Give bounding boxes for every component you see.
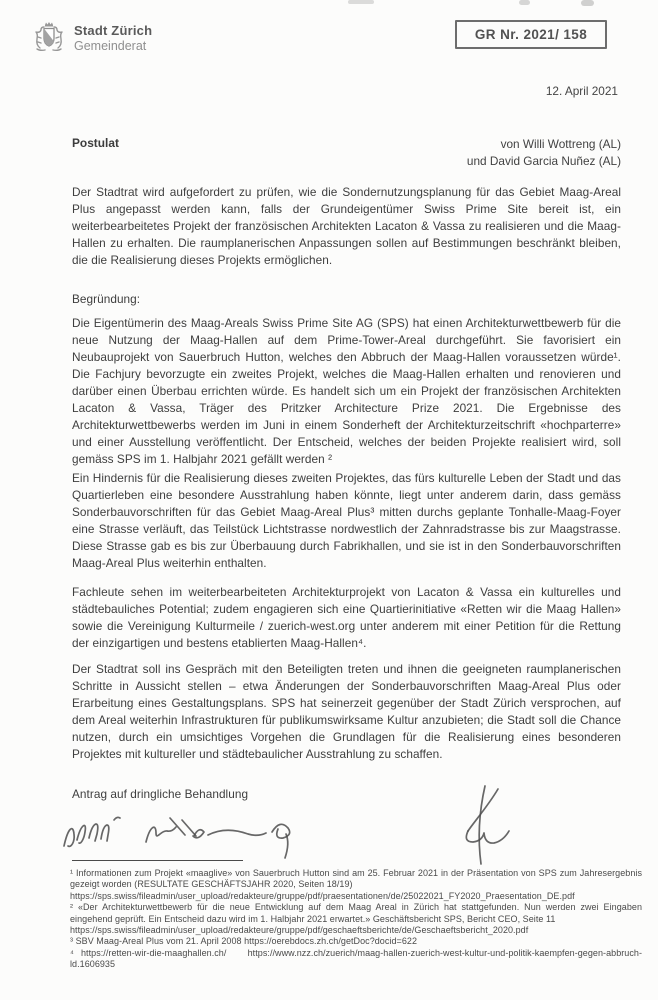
authors-block xyxy=(467,136,621,170)
org-name: Stadt Zürich xyxy=(74,23,153,38)
signature-willi-wottreng xyxy=(58,808,320,862)
request-paragraph: Der Stadtrat wird aufgefordert zu prüfen, wie die Sondernutzungsplanung für das Gebiet Maag-Areal Plus angepasst werden kann, falls der Grundeigentümer Swiss Prime Site bereit ist, ein weiterbearbeitetes Projekt der französischen Architekten Lacaton & Vassa zu realisieren und die Maag-Hallen zu erhalten. Die raumplanerischen Anpassungen sollen auf Bestimmungen beschränkt bleiben, die die Realisierung dieses Projekts ermöglichen. xyxy=(72,185,621,267)
reference-number-box: GR Nr. 2021/ 158 xyxy=(455,20,607,49)
document-date: 12. April 2021 xyxy=(545,84,618,98)
footnote-url: https://sps.swiss/fileadmin/user_upload/redakteure/gruppe/pdf/geschaeftsberichte/de/Geschaeftsbericht_2020.pdf xyxy=(70,925,529,936)
title-row xyxy=(72,136,621,170)
footnote-4 xyxy=(70,948,642,971)
author-line-1: von Willi Wottreng (AL) xyxy=(500,137,621,151)
crown-shape xyxy=(45,22,53,27)
signature-david-garcia-nunez xyxy=(452,780,526,872)
scan-artifact xyxy=(519,0,530,5)
document-type-label: Postulat xyxy=(72,136,119,150)
scan-artifact xyxy=(348,0,374,4)
footnote-1 xyxy=(70,868,642,902)
footnote-2 xyxy=(70,902,642,936)
footnote-text: ¹ Informationen zum Projekt «maaglive» von Sauerbruch Hutton sind am 25. Februar 2021 in der Präsentation von SPS zum Jahresergebnis gezeigt worden (RESULTATE GESCHÄFTSJAHR 2020, Seiten 18/19) xyxy=(70,868,642,890)
stadt-zuerich-logo xyxy=(32,20,152,56)
footnote-text: ⁴ https://retten-wir-die-maaghallen.ch/ https://www.nzz.ch/zuerich/maag-hallen-zuerich-west-kultur-und-politik-kaempfen-gegen-abbruch-ld.1606935 xyxy=(70,947,642,970)
footnote-3 xyxy=(70,936,642,947)
section-heading: Begründung: xyxy=(72,292,141,306)
footnotes-section xyxy=(70,868,642,971)
footnote-text: ³ SBV Maag-Areal Plus vom 21. April 2008 https://oerebdocs.zh.ch/getDoc?docid=622 xyxy=(70,936,417,947)
org-unit: Gemeinderat xyxy=(74,39,147,54)
footnote-url: https://sps.swiss/fileadmin/user_upload/redakteure/gruppe/pdf/praesentationen/de/25022021_FY2020_Praesentation_DE.pdf xyxy=(70,890,575,901)
author-line-2: und David Garcia Nuñez (AL) xyxy=(466,154,621,168)
body-paragraph: Die Eigentümerin des Maag-Areals Swiss Prime Site AG (SPS) hat einen Architekturwettbewerb für die neue Nutzung der Maag-Hallen auf dem Prime-Tower-Areal durchgeführt. Sie favorisiert ein Neubauprojekt von Sauerbruch Hutton, welches den Abbruch der Maag-Hallen voraussetzen würde¹. Die Fachjury bevorzugte ein zweites Projekt, welches die Maag-Hallen erhalten und renovieren und darüber einen Überbau errichten würde. Es handelt sich um ein Projekt der französischen Architekten Lacaton & Vassa, Träger des Pritzker Architecture Prize 2021. Die Ergebnisse des Architekturwettbewerbs werden im Juni in einem Sonderheft der Architekturzeitschrift «hochparterre» und einer Ausstellung veröffentlicht. Der Entscheid, welches der beiden Projekte realisiert wird, soll gemäss SPS im 1. Halbjahr 2021 gefällt werden ² xyxy=(72,316,621,466)
footnote-separator xyxy=(72,860,243,861)
body-paragraph: Ein Hindernis für die Realisierung dieses zweiten Projektes, das fürs kulturelle Leben der Stadt und das Quartierleben eine besondere Ausstrahlung haben könnte, liegt unter anderem darin, dass gemäss Sonderbauvorschriften für das Gebiet Maag-Areal Plus³ mitten durchs geplante Tonhalle-Maag-Foyer eine Strasse verläuft, das Teilstück Lichtstrasse nordwestlich der Zahnradstrasse bis zur Maagstrasse. Diese Strasse gab es bis zur Überbauung durch Fabrikhallen, und sie ist in den Sonderbauvorschriften Maag-Areal Plus weiterhin enthalten. xyxy=(72,471,621,570)
body-paragraph: Fachleute sehen im weiterbearbeiteten Architekturprojekt von Lacaton & Vassa ein kulturelles und städtebauliches Potential; zudem engagieren sich eine Quartierinitiative «Retten wir die Maag Hallen» sowie die Vereinigung Kulturmeile / zuerich-west.org unter anderem mit einer Petition für die Rettung der einzigartigen und bestens etablierten Maag-Hallen⁴. xyxy=(72,585,621,650)
stadt-zuerich-crest-icon xyxy=(32,20,66,56)
scan-artifact xyxy=(581,0,594,6)
footnote-text: ² «Der Architekturwettbewerb für die neue Entwicklung auf dem Maag Areal in Zürich hat stattgefunden. Nun werden zwei Eingaben eingehend geprüft. Ein Entscheid dazu wird im 1. Halbjahr 2021 erwartet.» Geschäftsbericht SPS, Bericht CEO, Seite 11 xyxy=(70,902,642,924)
closing-line: Antrag auf dringliche Behandlung xyxy=(72,787,249,801)
body-paragraph: Der Stadtrat soll ins Gespräch mit den Beteiligten treten und ihnen die geeigneten raumplanerischen Schritte in Aussicht stellen – etwa Änderungen der Sonderbauvorschriften Maag-Areal Plus oder Erarbeitung eines Gestaltungsplans. SPS hat seinerzeit gegenüber der Stadt Zürich versprochen, auf dem Areal weiterhin Infrastrukturen für publikumswirksame Kultur anzubieten; die Stadt soll die Chance nutzen, durch ein umsichtiges Vorgehen die Grundlagen für die Realisierung eines besonderen Projektes mit kultureller und städtebaulicher Ausstrahlung zu schaffen. xyxy=(72,662,621,761)
